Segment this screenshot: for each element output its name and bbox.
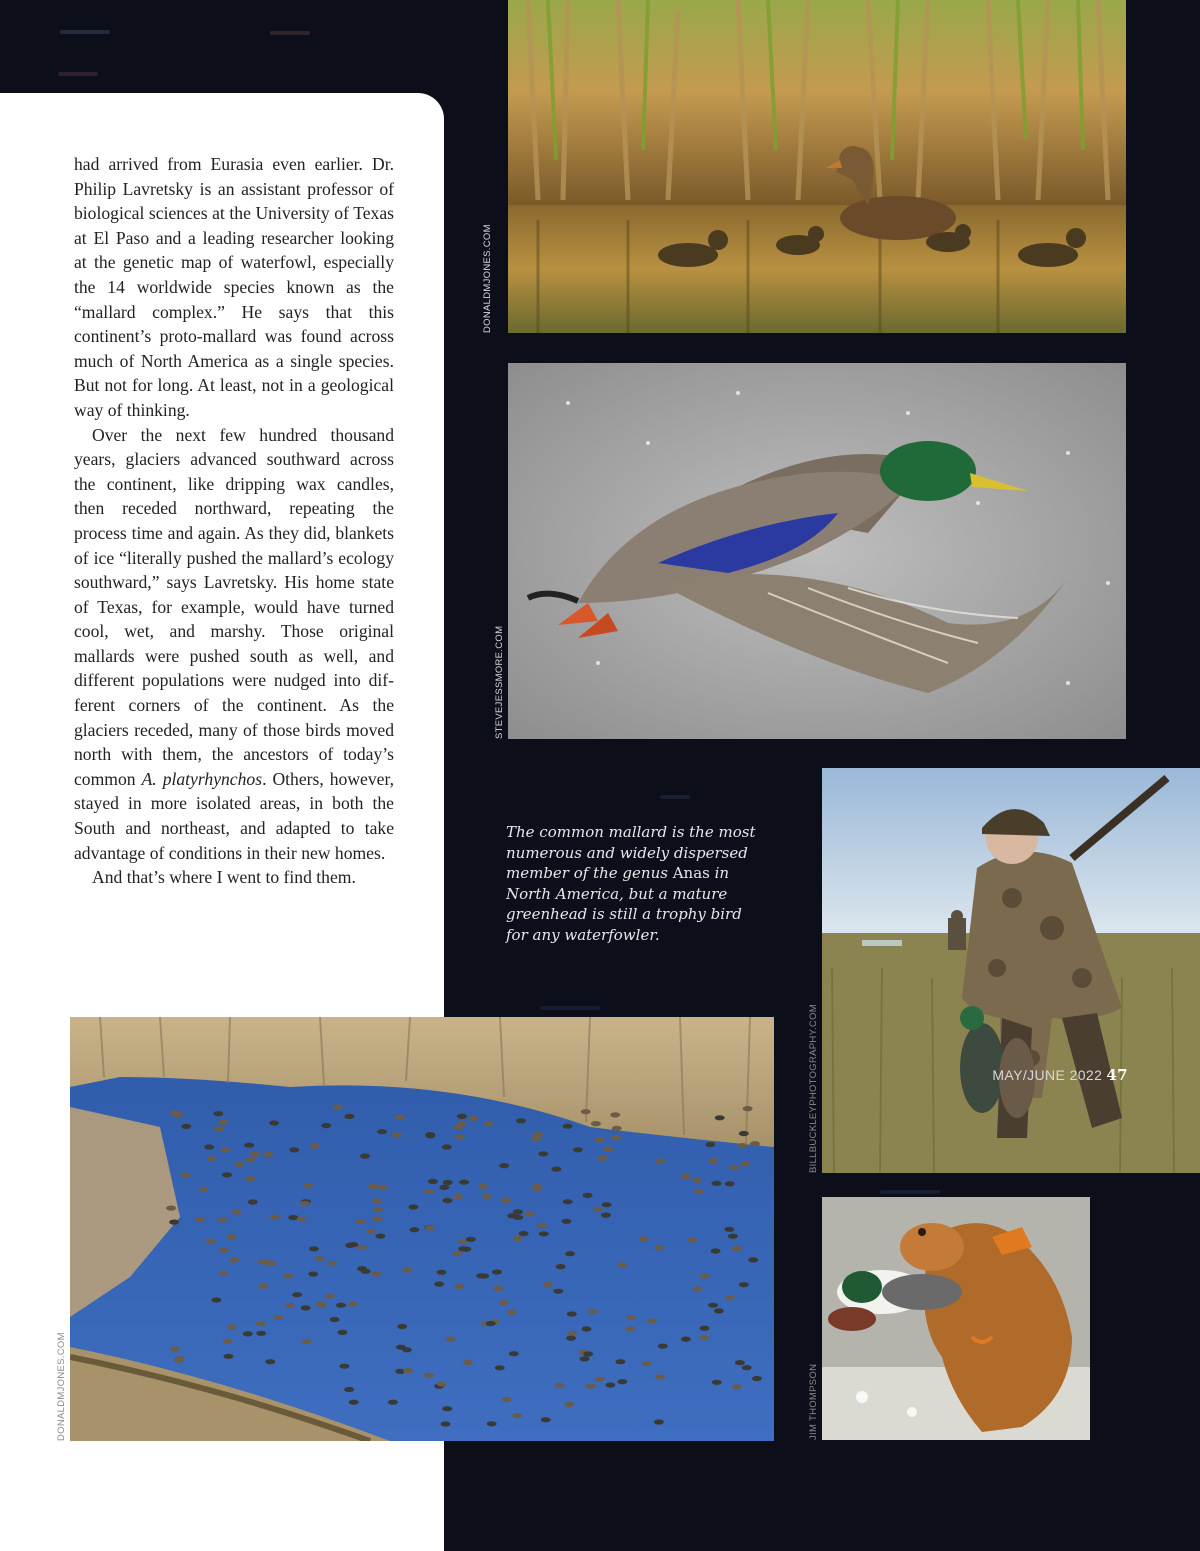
article-paragraph: And that’s where I went to find them.	[92, 867, 356, 888]
species-name: A. platyrhynchos	[141, 768, 263, 789]
background-streak	[58, 72, 98, 76]
article-body	[74, 152, 394, 890]
genus-name: Anas	[672, 864, 710, 882]
background-streak	[880, 1190, 940, 1194]
photo-hunter-with-ducks	[822, 768, 1200, 1173]
photo-dog-retrieving-duck	[822, 1197, 1090, 1440]
photo-credit: BILLBUCKLEYPHOTOGRAPHY.COM	[808, 1004, 819, 1173]
background-streak	[660, 795, 690, 799]
photo-drake-in-flight	[508, 363, 1126, 739]
page-folio	[992, 1066, 1128, 1084]
background-streak	[270, 31, 310, 35]
issue-date: MAY/JUNE 2022	[992, 1067, 1103, 1083]
photo-credit: JIM THOMPSON	[808, 1363, 819, 1440]
article-paragraph: Over the next few hundred thousand years, glaciers advanced southward across the continent, like dripping wax candles, then receded northward, repeating the process time and again. As they did, blankets of ice “literally pushed the mallard’s ecology southward,” says Lavretsky. His home state of Texas, for example, would have turned cool, wet, and marshy. Those original mallards were pushed south as well, and different populations were nudged into different corners of the continent. As the glaciers receded, many of those birds moved north with them, the ancestors of today’s common A. platyrhynchos. Others, however, stayed in more isolated areas, in both the South and northeast, and adapted to take advantage of conditions in their new homes.	[74, 424, 395, 863]
photo-credit: DONALDMJONES.COM	[56, 1332, 67, 1441]
photo-caption: The common mallard is the most numerous and widely dispersed member of the genus Anas in North America, but a mature greenhead is still a trophy bird for any waterfowler.	[506, 823, 756, 944]
article-paragraph: had arrived from Eurasia even earlier. Dr. Philip Lavretsky is an assistant professor of biological sciences at the University of Texas at El Paso and a leading researcher looking at the genetic map of waterfowl, especially the 14 worldwide species known as the “mallard complex.” He says that this continent’s proto-mallard was found across much of North America as a single species. But not for long. At least, not in a geological way of thinking.	[74, 154, 394, 420]
photo-credit: STEVEJESSMORE.COM	[494, 625, 505, 739]
background-streak	[60, 30, 110, 34]
photo-flock-on-water	[70, 1017, 774, 1441]
photo-hen-with-ducklings	[508, 0, 1126, 333]
background-streak	[540, 1006, 600, 1010]
photo-credit: DONALDMJONES.COM	[482, 224, 493, 333]
page-number: 47	[1106, 1066, 1128, 1084]
